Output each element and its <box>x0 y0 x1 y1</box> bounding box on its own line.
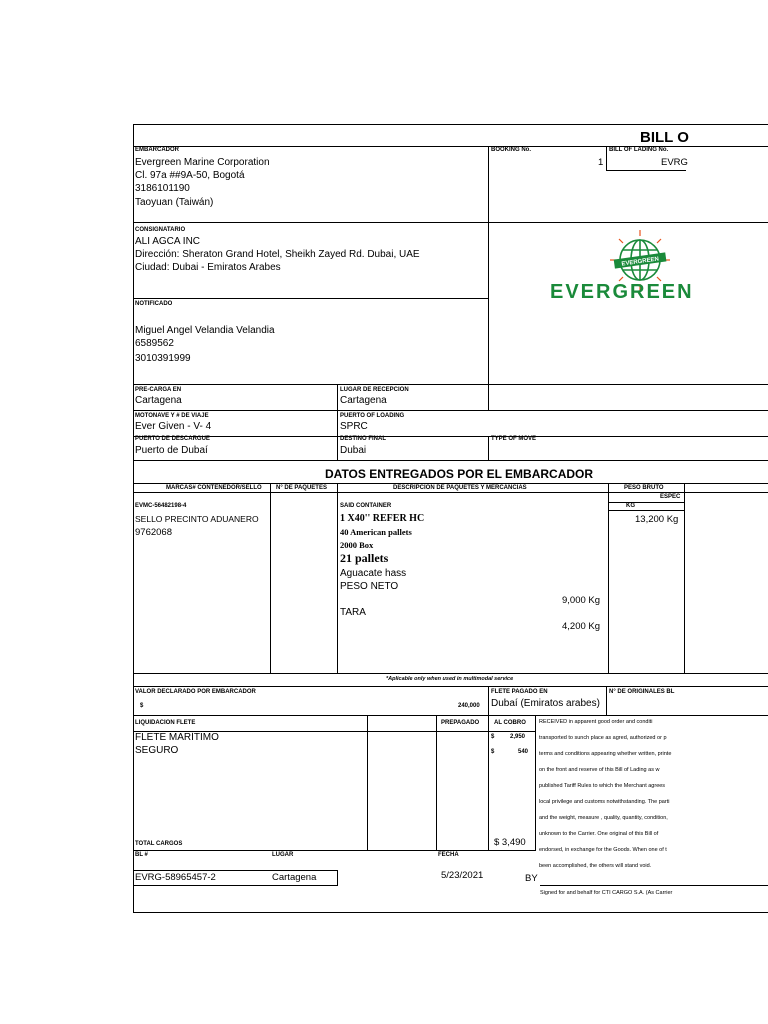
net-weight-value: 9,000 Kg <box>562 595 601 606</box>
shipper-line: Evergreen Marine Corporation <box>135 157 270 168</box>
receipt-value: Cartagena <box>340 395 387 406</box>
notify-line: Miguel Angel Velandia Velandia <box>135 325 275 336</box>
terms-line: been accomplished, the others will stand void. <box>539 863 652 869</box>
line <box>133 483 768 484</box>
date-value: 5/23/2021 <box>441 870 484 881</box>
line <box>133 298 488 299</box>
line <box>133 850 535 851</box>
terms-line: endorsed, in exchange for the Goods. When one of t <box>539 847 667 853</box>
shipper-label: EMBARCADOR <box>135 147 179 153</box>
declared-label: VALOR DECLARADO POR EMBARCADOR <box>135 689 256 695</box>
charge-currency: $ <box>491 749 495 755</box>
shipper-line: Cl. 97a ##9A-50, Bogotá <box>135 170 245 181</box>
line <box>133 436 768 437</box>
line <box>684 483 685 673</box>
total-label: TOTAL CARGOS <box>135 841 183 847</box>
line <box>606 146 607 170</box>
booking-value: 1 <box>598 157 604 168</box>
document-title: BILL O <box>640 129 689 146</box>
collect-label: AL COBRO <box>494 720 526 726</box>
line <box>133 686 768 687</box>
line <box>488 686 489 715</box>
terms-line: local privilege and customs notwithstanding. The parti <box>539 799 670 805</box>
desc-line-1: 1 X40'' REFER HC <box>340 513 425 524</box>
line <box>367 715 368 851</box>
shipper-line: 3186101190 <box>135 183 190 194</box>
line <box>133 410 768 411</box>
bl-number-value: EVRG <box>661 157 688 168</box>
vessel-value: Ever Given - V- 4 <box>135 421 212 432</box>
line <box>606 686 607 715</box>
desc-line-3: 2000 Box <box>340 540 374 550</box>
line <box>133 222 488 223</box>
line <box>270 483 271 673</box>
desc-line-2: 40 American pallets <box>340 527 412 537</box>
line <box>133 146 768 147</box>
tare-value: 4,200 Kg <box>562 621 601 632</box>
terms-line: published Tariff Rules to which the Merchant agrees <box>539 783 666 789</box>
by-label: BY <box>525 873 538 884</box>
tare-label: TARA <box>340 607 366 618</box>
consignee-label: CONSIGNATARIO <box>135 227 186 233</box>
terms-line: unknown to the Carrier. One original of this Bill of <box>539 831 659 837</box>
terms-line: transported to sunch place as agred, authorized or p <box>539 735 667 741</box>
line <box>488 222 768 223</box>
line <box>337 483 338 673</box>
date-label: FECHA <box>438 852 459 858</box>
notify-line: 6589562 <box>135 338 174 349</box>
line <box>337 384 338 460</box>
line <box>436 715 437 851</box>
notify-label: NOTIFICADO <box>135 301 173 307</box>
evergreen-logo <box>542 229 768 309</box>
charges-label: LIQUIDACION FLETE <box>135 720 196 726</box>
line <box>133 673 768 674</box>
destination-label: DESTINO FINAL <box>340 436 386 442</box>
receipt-label: LUGAR DE RECEPCION <box>340 387 409 393</box>
said-container: SAID CONTAINER <box>340 503 392 509</box>
originals-label: N° DE ORIGINALES BL <box>609 689 675 695</box>
charge-name: FLETE MARÍTIMO <box>135 732 219 743</box>
desc-line-4: 21 pallets <box>340 551 389 565</box>
gross-weight-value: 13,200 Kg <box>635 514 679 525</box>
frame-bottom <box>133 912 768 913</box>
line <box>540 885 768 886</box>
discharge-label: PUERTO DE DESCARGUE <box>135 436 210 442</box>
line <box>133 492 768 493</box>
shipper-line: Taoyuan (Taiwán) <box>135 197 214 208</box>
charge-currency: $ <box>491 734 495 740</box>
seal-label: SELLO PRECINTO ADUANERO <box>135 514 259 524</box>
charge-amount: 540 <box>518 749 529 755</box>
svg-text:EVERGREEN: EVERGREEN <box>621 256 660 268</box>
col-description: DESCRIPCION DE PAQUETES Y MERCANCIAS <box>393 485 527 491</box>
line <box>488 715 489 851</box>
line <box>488 146 489 411</box>
line <box>608 510 684 511</box>
charge-name: SEGURO <box>135 745 179 756</box>
seal-number: 9762068 <box>135 527 172 538</box>
line <box>133 384 768 385</box>
line <box>133 870 337 871</box>
booking-label: BOOKING No. <box>491 147 531 153</box>
place-value: Cartagena <box>272 872 317 883</box>
declared-value: 240,000 <box>458 703 480 709</box>
total-value: $ 3,490 <box>494 837 526 848</box>
discharge-value: Puerto de Dubaí <box>135 445 208 456</box>
col-measure: ESPEC <box>660 494 681 500</box>
freight-paid-label: FLETE PAGADO EN <box>491 689 548 695</box>
consignee-line: Ciudad: Dubai - Emiratos Arabes <box>135 262 281 273</box>
col-packages: N° DE PAQUETES <box>276 485 327 491</box>
col-weight: PESO BRUTO <box>624 485 664 491</box>
precarriage-value: Cartagena <box>135 395 182 406</box>
terms-line: and the weight, measure , quality, quantity, condition, <box>539 815 668 821</box>
charge-amount: 2,950 <box>510 734 526 740</box>
line <box>608 483 609 673</box>
line <box>133 885 337 886</box>
destination-value: Dubai <box>340 445 367 456</box>
bl-footer-value: EVRG-58965457-2 <box>135 872 216 883</box>
prepaid-label: PREPAGADO <box>441 720 480 726</box>
desc-line-5: Aguacate hass <box>340 568 407 579</box>
col-unit: KG <box>626 503 635 509</box>
line <box>535 715 536 851</box>
multimodal-footnote: *Aplicable only when used in multimodal service <box>386 676 514 682</box>
loading-label: PUERTO OF LOADING <box>340 413 405 419</box>
freight-paid-value: Dubaí (Emiratos arabes) <box>491 698 600 709</box>
place-label: LUGAR <box>272 852 294 858</box>
loading-value: SPRC <box>340 421 368 432</box>
move-label: TYPE OF MOVE <box>491 436 537 442</box>
line <box>337 870 338 886</box>
frame-top <box>133 124 768 125</box>
bl-number-label: BILL OF LADING No. <box>609 147 669 153</box>
line <box>488 436 489 460</box>
terms-line: RECEIVED in apparent good order and conditi <box>539 719 653 725</box>
notify-line: 3010391999 <box>135 353 191 364</box>
line <box>133 460 768 461</box>
logo-text: EVERGREEN <box>550 281 694 303</box>
col-marks: MARCAS# CONTENEDOR/SELLO <box>166 485 262 491</box>
frame-left <box>133 124 134 913</box>
consignee-line: Dirección: Sheraton Grand Hotel, Sheikh Zayed Rd. Dubai, UAE <box>135 249 420 260</box>
line <box>608 502 684 503</box>
consignee-line: ALI AGCA INC <box>135 236 201 247</box>
cargo-heading: DATOS ENTREGADOS POR EL EMBARCADOR <box>325 467 594 481</box>
terms-line: terms and conditions appearing whether written, printe <box>539 751 672 757</box>
net-weight-label: PESO NETO <box>340 581 399 592</box>
line <box>606 170 686 171</box>
container-number: EVMC-56482198-4 <box>135 503 187 509</box>
bl-footer-label: BL # <box>135 852 148 858</box>
vessel-label: MOTONAVE Y # DE VIAJE <box>135 413 209 419</box>
signed-note: Signed for and behalf for CTI CARGO S.A. (As Carrier <box>540 890 673 896</box>
precarriage-label: PRE-CARGA EN <box>135 387 182 393</box>
line <box>133 715 768 716</box>
terms-line: on the front and reserve of this Bill of Lading as w <box>539 767 660 773</box>
declared-currency: $ <box>140 703 144 709</box>
